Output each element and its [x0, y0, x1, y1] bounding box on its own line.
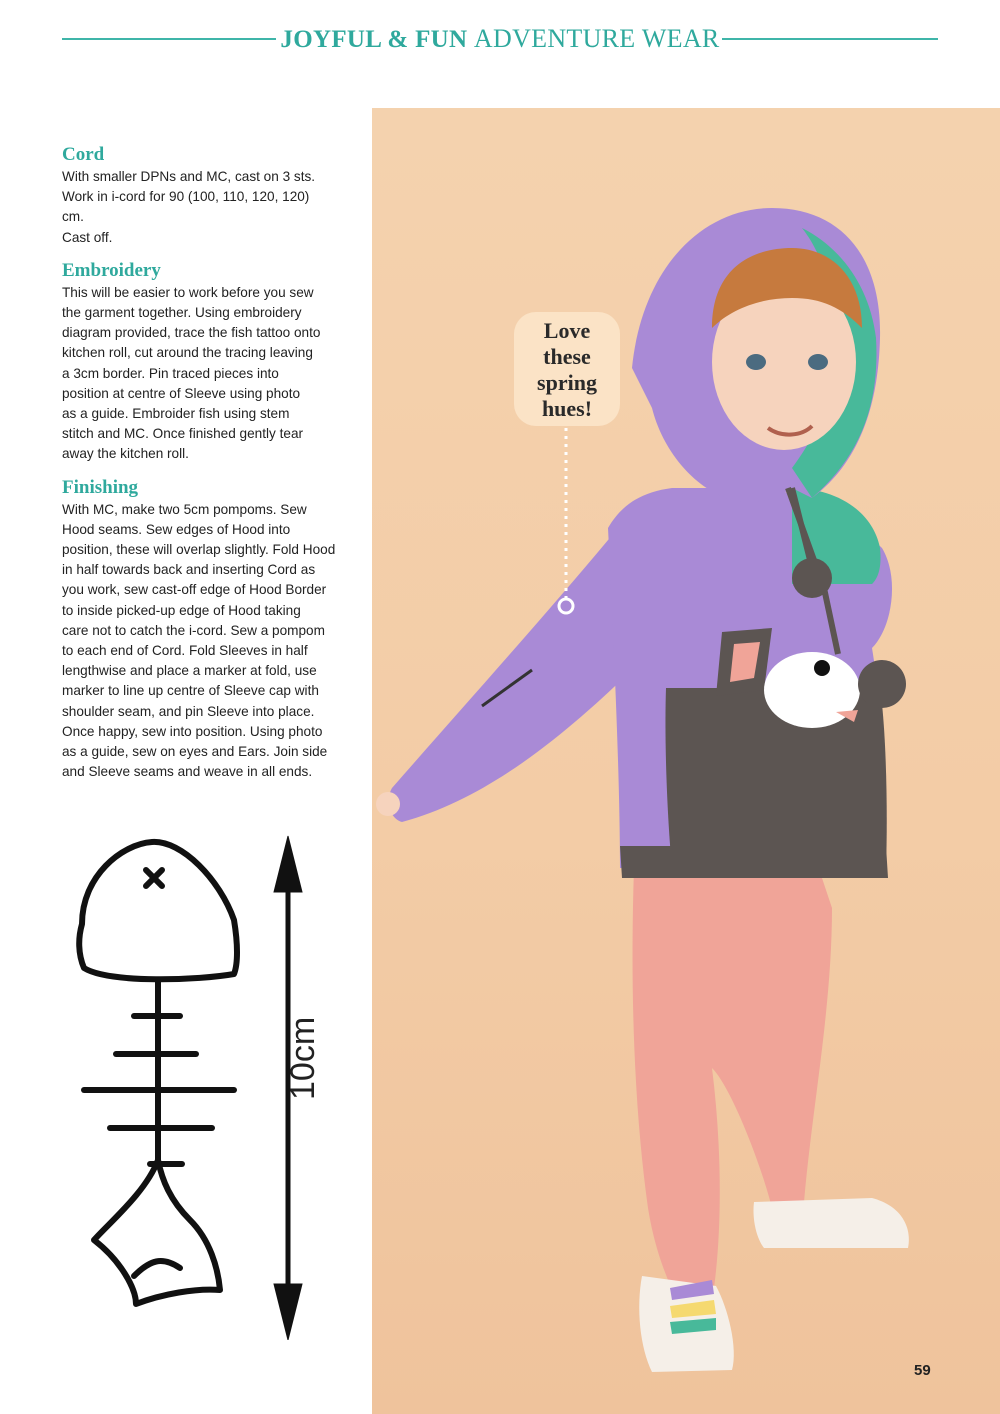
page-header: [0, 24, 1000, 54]
pompom: [792, 558, 832, 598]
header-title-light: ADVENTURE WEAR: [473, 24, 720, 53]
sleeve-left: [389, 528, 634, 822]
dimension-label: 10cm: [284, 1016, 322, 1100]
section-heading: Embroidery: [62, 259, 161, 281]
fish-head-outline: [79, 842, 237, 979]
pompom: [858, 660, 906, 708]
product-photo: [372, 108, 1000, 1414]
fish-tail-outline: [94, 1160, 220, 1304]
section-heading: Cord: [62, 144, 105, 165]
section-body: With MC, make two 5cm pompoms. Sew Hood seams. Sew edges of Hood into position, these will overlap slightly. Fold Hood in half towards back and inserting Cord as you work, sew cast-off edge of Hood Border to inside picked-up edge of Hood taking care not to catch the i-cord. Sew a pompom to each end of Cord. Fold Sleeves in half lengthwise and place a marker at fold, use marker to line up centre of Sleeve cap with shoulder seam, and pin Sleeve into place. Once happy, sew into position. Using photo as a guide, sew on eyes and Ears. Join side and Sleeve seams and weave in all ends.: [62, 501, 336, 780]
fish-eye-x: [146, 870, 162, 886]
child-in-cat-hoodie-illustration: [372, 108, 1000, 1414]
section-body: This will be easier to work before you sew the garment together. Using embroidery diagram provided, trace the fish tattoo onto kitchen roll, cut around the tracing leaving a 3cm border. Pin traced pieces into position at centre of Sleeve using photo as a guide. Embroider fish using stem stitch and MC. Once finished gently tear away the kitchen roll.: [62, 284, 321, 462]
page-number: 59: [914, 1362, 931, 1379]
header-rule-right: [722, 38, 938, 40]
hoodie-rib: [620, 846, 888, 878]
pattern-instructions: [62, 144, 352, 794]
hand-left: [376, 792, 400, 816]
section-cord: [62, 144, 352, 248]
right-shoe: [753, 1198, 908, 1248]
fish-tail-notch: [134, 1261, 180, 1276]
header-title-bold: JOYFUL & FUN: [280, 26, 468, 53]
section-finishing: [62, 477, 352, 783]
section-embroidery: [62, 260, 352, 465]
callout-text: Love these spring hues!: [537, 318, 597, 421]
section-body: With smaller DPNs and MC, cast on 3 sts. Work in i-cord for 90 (100, 110, 120, 120) cm. Cast off.: [62, 169, 316, 245]
section-heading: Finishing: [62, 476, 139, 498]
